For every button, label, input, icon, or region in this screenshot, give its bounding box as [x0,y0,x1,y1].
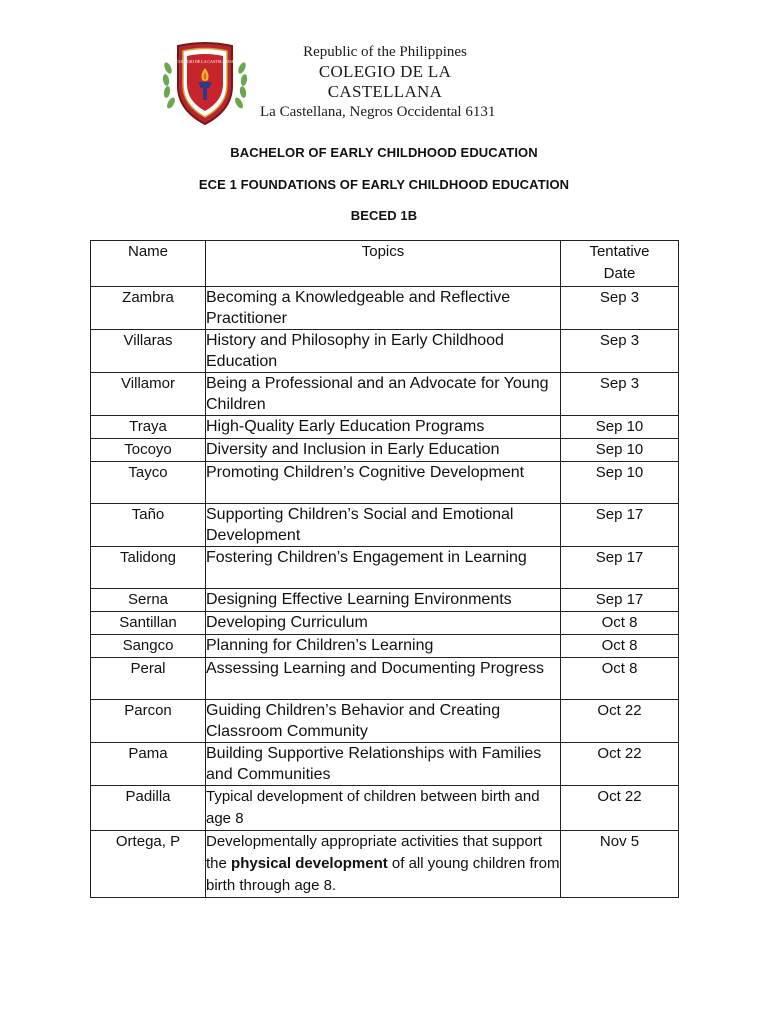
row-date: Oct 22 [561,743,679,786]
table-row [91,635,679,658]
program-title: BACHELOR OF EARLY CHILDHOOD EDUCATION [230,145,538,160]
row-topic: History and Philosophy in Early Childhood Education [206,330,561,373]
table-row [91,547,679,589]
row-topic: Fostering Children’s Engagement in Learning [206,547,561,589]
row-topic: Guiding Children’s Behavior and Creating Classroom Community [206,700,561,743]
table-row [91,612,679,635]
row-topic: Assessing Learning and Documenting Progress [206,658,561,700]
table-row [91,416,679,439]
table-row [91,589,679,612]
table-row [91,462,679,504]
row-date: Sep 10 [561,462,679,504]
table-row [91,658,679,700]
college-name: COLEGIO DE LA CASTELLANA [318,62,452,101]
table-row [91,700,679,743]
row-topic: Promoting Children’s Cognitive Development [206,462,561,504]
row-name: Peral [91,658,206,700]
row-date: Nov 5 [561,831,679,898]
row-date: Sep 17 [561,547,679,589]
section-title: BECED 1B [350,208,418,223]
table-row [91,373,679,416]
row-name: Villamor [91,373,206,416]
row-topic: Becoming a Knowledgeable and Reflective Practitioner [206,287,561,330]
row-date: Sep 17 [561,504,679,547]
table-row [91,831,679,898]
row-date: Oct 8 [561,612,679,635]
header-name: Name [91,241,206,287]
course-title: ECE 1 FOUNDATIONS OF EARLY CHILDHOOD EDUCATION [198,177,570,192]
row-date: Oct 22 [561,786,679,831]
row-name: Villaras [91,330,206,373]
school-seal-logo [160,38,250,128]
table-header-row [91,241,679,287]
row-name: Tayco [91,462,206,504]
row-date: Sep 10 [561,439,679,462]
table-row [91,786,679,831]
row-name: Traya [91,416,206,439]
topic-emphasis: physical development [231,855,388,872]
header-topics: Topics [206,241,561,287]
row-topic: Diversity and Inclusion in Early Education [206,439,561,462]
college-address: La Castellana, Negros Occidental 6131 [260,104,496,120]
svg-text:COLEGIO DE LA CASTELLANA: COLEGIO DE LA CASTELLANA [176,59,234,64]
row-topic: Being a Professional and an Advocate for Young Children [206,373,561,416]
row-date: Sep 3 [561,330,679,373]
row-name: Ortega, P [91,831,206,898]
row-date: Oct 22 [561,700,679,743]
document-header [160,38,580,128]
row-topic: High-Quality Early Education Programs [206,416,561,439]
table-row [91,743,679,786]
row-name: Taño [91,504,206,547]
row-name: Talidong [91,547,206,589]
row-name: Tocoyo [91,439,206,462]
table-row [91,330,679,373]
row-topic: Planning for Children’s Learning [206,635,561,658]
school-name-block [260,44,540,121]
row-topic: Developmentally appropriate activities that support the physical development of all young children from birth through age 8. [206,831,561,898]
row-date: Sep 10 [561,416,679,439]
schedule-table [90,240,679,898]
row-date: Oct 8 [561,635,679,658]
row-name: Serna [91,589,206,612]
row-name: Padilla [91,786,206,831]
row-name: Parcon [91,700,206,743]
table-row [91,287,679,330]
row-date: Sep 3 [561,373,679,416]
row-topic: Supporting Children’s Social and Emotional Development [206,504,561,547]
header-tentative-date: Tentative Date [561,241,679,287]
row-topic: Typical development of children between birth and age 8 [206,786,561,831]
row-date: Sep 17 [561,589,679,612]
row-topic: Designing Effective Learning Environments [206,589,561,612]
republic-line: Republic of the Philippines [303,44,467,60]
row-date: Oct 8 [561,658,679,700]
row-name: Pama [91,743,206,786]
row-topic: Building Supportive Relationships with Families and Communities [206,743,561,786]
row-topic: Developing Curriculum [206,612,561,635]
row-date: Sep 3 [561,287,679,330]
row-name: Zambra [91,287,206,330]
row-name: Santillan [91,612,206,635]
table-row [91,504,679,547]
row-name: Sangco [91,635,206,658]
table-row [91,439,679,462]
